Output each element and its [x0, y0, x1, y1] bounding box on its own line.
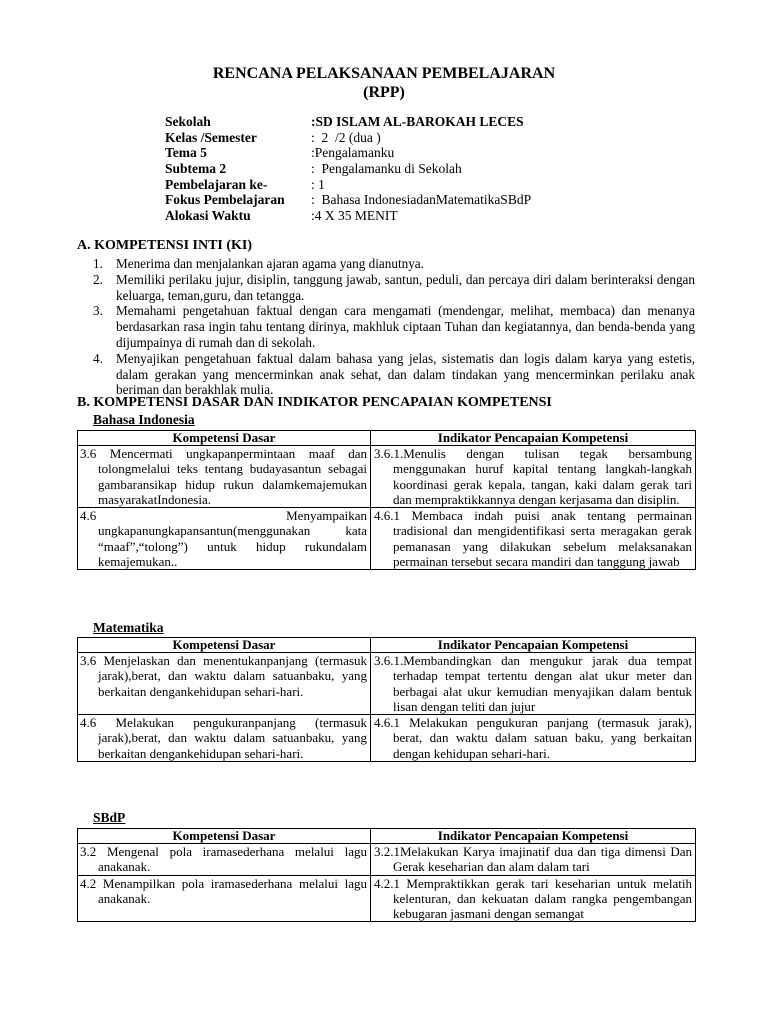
identity-label: Kelas /Semester: [165, 129, 257, 145]
identity-value: : Pengalamanku di Sekolah: [311, 161, 462, 177]
kd-cell: 4.6 Melakukan pengukuranpanjang (termasuk jarak),berat, dan waktu dalam satuanbaku, yang berkaitan dengankehidupan sehari-hari.: [78, 715, 371, 762]
identity-label: Subtema 2: [165, 161, 227, 177]
identity-row: [165, 130, 531, 146]
indikator-cell: 4.2.1 Mempraktikkan gerak tari keseharian untuk melatih kelenturan, dan kekuatan dalam rangka pengembangan kebugaran jasmani dengan semangat: [371, 875, 696, 922]
identity-label: Sekolah: [165, 114, 211, 129]
ki-item-text: Menerima dan menjalankan ajaran agama yang dianutnya.: [116, 256, 424, 271]
ki-list: [93, 256, 695, 398]
identity-label: Alokasi Waktu: [165, 208, 251, 224]
table-row: [78, 844, 696, 876]
table-row: [78, 715, 696, 762]
kd-table-bahasa: [77, 430, 696, 570]
kd-cell: 3.6 Menjelaskan dan menentukanpanjang (termasuk jarak),berat, dan waktu dalam satuanbaku, yang berkaitan dengankehidupan sehari-hari.: [78, 653, 371, 715]
subject-title-sbdp: SBdP: [93, 810, 126, 825]
header-kompetensi-dasar: Kompetensi Dasar: [78, 829, 371, 844]
identity-label: Pembelajaran ke-: [165, 176, 268, 192]
kd-table-sbdp: [77, 828, 696, 922]
kd-cell: 3.2 Mengenal pola iramasederhana melalui lagu anakanak.: [78, 844, 371, 876]
kd-cell: 3.6 Mencermati ungkapanpermintaan maaf dan tolongmelalui teks tentang budayasantun sebagai gambaransikap hidup rukun dalamkemajemukan masyarakatIndonesia.: [78, 446, 371, 508]
section-a-heading: A. KOMPETENSI INTI (KI): [77, 238, 253, 253]
indikator-cell: 3.6.1.Membandingkan dan mengukur jarak dua tempat terhadap tempat tertentu dengan alat ukur meter dan berbagai alat ukur kemudian menyajikan dalam bentuk lisan dengan teliti dan jujur: [371, 653, 696, 715]
identity-label: Fokus Pembelajaran: [165, 192, 285, 208]
table-row: [78, 508, 696, 570]
identity-row: [165, 145, 531, 161]
header-kompetensi-dasar: Kompetensi Dasar: [78, 431, 371, 446]
identity-value: :Pengalamanku: [311, 145, 395, 161]
kd-cell: 4.2 Menampilkan pola iramasederhana melalui lagu anakanak.: [78, 875, 371, 922]
identity-table: [165, 114, 531, 224]
identity-row: [165, 114, 531, 130]
table-header-row: [78, 431, 696, 446]
title-line-2: (RPP): [363, 84, 405, 101]
table-row: [78, 653, 696, 715]
table-row: [78, 875, 696, 922]
ki-item: [93, 351, 695, 398]
ki-item-text: Menyajikan pengetahuan faktual dalam bahasa yang jelas, sistematis dan logis dalam karya yang estetis, dalam gerakan yang mencerminkan anak sehat, dan dalam tindakan yang mencerminkan perilaku anak beriman dan berakhlak mulia.: [116, 350, 695, 398]
table-header-row: [78, 638, 696, 653]
document-title: [0, 64, 768, 102]
indikator-cell: 4.6.1 Membaca indah puisi anak tentang permainan tradisional dan mengidentifikasi serta meragakan gerak pemanasan yang dilakukan sebelum melaksanakan permainan tersebut secara mandiri dan tanggung jawab: [371, 508, 696, 570]
ki-item-text: Memiliki perilaku jujur, disiplin, tanggung jawab, santun, peduli, dan percaya diri dalam berinteraksi dengan keluarga, teman,guru, dan tetangga.: [116, 271, 695, 303]
identity-row: [165, 161, 531, 177]
indikator-cell: 4.6.1 Melakukan pengukuran panjang (termasuk jarak), berat, dan waktu dalam satuan baku, yang berkaitan dengan kehidupan sehari-hari.: [371, 715, 696, 762]
identity-row: [165, 177, 531, 193]
header-indikator: Indikator Pencapaian Kompetensi: [371, 829, 696, 844]
title-line-1: RENCANA PELAKSANAAN PEMBELAJARAN: [212, 65, 556, 82]
identity-value: : 1: [311, 176, 325, 192]
identity-value: : 2 /2 (dua ): [311, 129, 381, 145]
header-indikator: Indikator Pencapaian Kompetensi: [371, 638, 696, 653]
ki-item-number: 1.: [93, 256, 103, 271]
subject-title-matematika: Matematika: [93, 620, 164, 635]
kd-table-matematika: [77, 637, 696, 762]
header-indikator: Indikator Pencapaian Kompetensi: [371, 431, 696, 446]
identity-value: :4 X 35 MENIT: [311, 208, 398, 224]
identity-value: :SD ISLAM AL-BAROKAH LECES: [311, 114, 524, 129]
indikator-cell: 3.6.1.Menulis dengan tulisan tegak bersambung menggunakan huruf kapital tentang langkah-langkah koordinasi gerak kepala, tangan, kaki dalam gerak tari dan mempraktikkannya dengan kerjasama dan disiplin.: [371, 446, 696, 508]
kd-cell: 4.6 Menyampaikan ungkapanungkapansantun(menggunakan kata “maaf”,“tolong”) untuk hidup rukundalam kemajemukan..: [78, 508, 371, 570]
ki-item-number: 2.: [93, 271, 103, 287]
identity-row: [165, 208, 531, 224]
ki-item: [93, 272, 695, 304]
identity-label: Tema 5: [165, 145, 207, 161]
identity-row: [165, 192, 531, 208]
subject-title-bahasa: Bahasa Indonesia: [93, 412, 195, 427]
ki-item: [93, 303, 695, 350]
ki-item-number: 3.: [93, 303, 103, 319]
header-kompetensi-dasar: Kompetensi Dasar: [78, 638, 371, 653]
table-header-row: [78, 829, 696, 844]
ki-item-text: Memahami pengetahuan faktual dengan cara mengamati (mendengar, melihat, membaca) dan menanya berdasarkan rasa ingin tahu tentang dirinya, makhluk ciptaan Tuhan dan kegiatannya, dan benda-benda yang dijumpainya di rumah dan di sekolah.: [116, 303, 695, 350]
identity-value: : Bahasa IndonesiadanMatematikaSBdP: [311, 192, 532, 208]
ki-item-number: 4.: [93, 350, 103, 366]
section-b-heading: B. KOMPETENSI DASAR DAN INDIKATOR PENCAPAIAN KOMPETENSI: [77, 395, 552, 410]
table-row: [78, 446, 696, 508]
ki-item: [93, 256, 695, 272]
indikator-cell: 3.2.1Melakukan Karya imajinatif dua dan tiga dimensi Dan Gerak keseharian dan alam dalam tari: [371, 844, 696, 876]
